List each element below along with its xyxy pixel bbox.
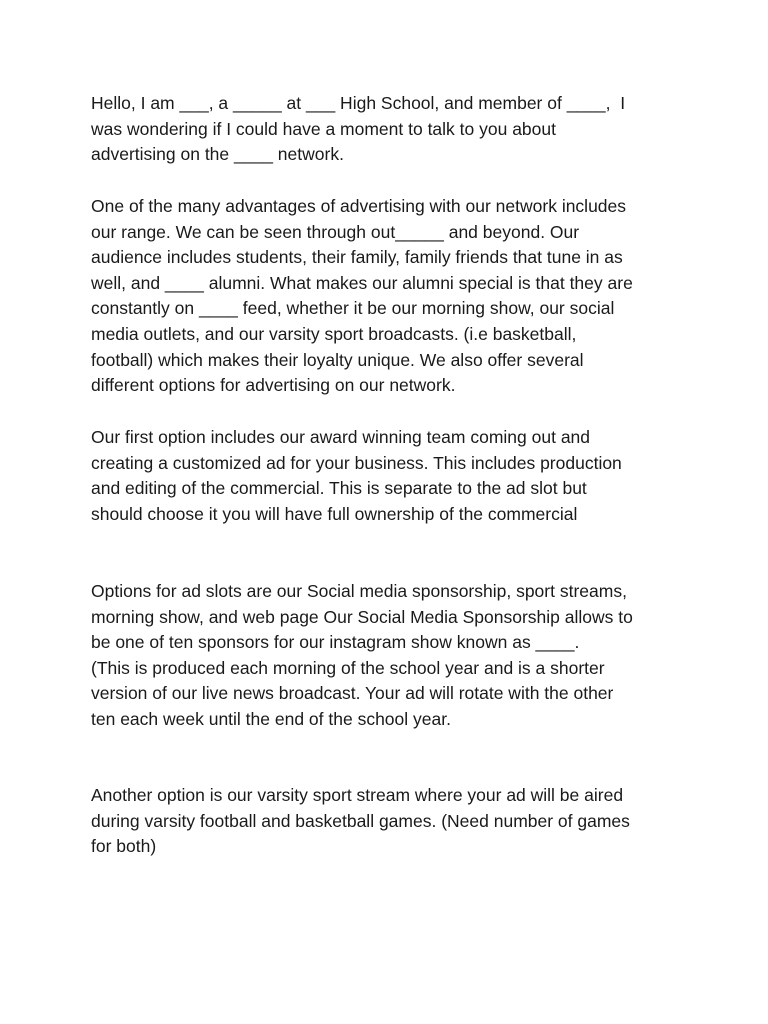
paragraph-first-option bbox=[91, 425, 691, 527]
text-line: version of our live news broadcast. Your ad will rotate with the other bbox=[91, 683, 614, 704]
text-line: for both) bbox=[91, 836, 157, 857]
text-line: should choose it you will have full ownership of the commercial bbox=[91, 503, 578, 524]
paragraph-advantages bbox=[91, 194, 691, 399]
paragraph-ad-slots bbox=[91, 579, 691, 733]
text-line: Another option is our varsity sport stream where your ad will be aired bbox=[91, 785, 624, 805]
text-line: and editing of the commercial. This is separate to the ad slot but bbox=[91, 478, 587, 499]
text-line: constantly on ____ feed, whether it be our morning show, our social bbox=[91, 298, 615, 319]
text-line: (This is produced each morning of the school year and is a shorter bbox=[91, 657, 605, 678]
text-line: audience includes students, their family, family friends that tune in as bbox=[91, 247, 623, 268]
text-line: our range. We can be seen through out_____ and beyond. Our bbox=[91, 221, 580, 242]
text-line: different options for advertising on our network. bbox=[91, 375, 456, 396]
text-line: advertising on the ____ network. bbox=[91, 144, 344, 165]
text-line: ten each week until the end of the school year. bbox=[91, 708, 451, 729]
text-line: be one of ten sponsors for our instagram show known as ____. bbox=[91, 632, 580, 653]
text-line: media outlets, and our varsity sport broadcasts. (i.e basketball, bbox=[91, 323, 577, 344]
text-line: was wondering if I could have a moment to talk to you about bbox=[91, 118, 556, 139]
text-line: football) which makes their loyalty unique. We also offer several bbox=[91, 349, 584, 370]
text-line: morning show, and web page Our Social Media Sponsorship allows to bbox=[91, 606, 633, 627]
text-line: well, and ____ alumni. What makes our alumni special is that they are bbox=[91, 272, 633, 293]
text-line: Hello, I am ___, a _____ at ___ High School, and member of ____, I bbox=[91, 93, 626, 113]
text-line: creating a customized ad for your business. This includes production bbox=[91, 452, 622, 473]
text-line: Our first option includes our award winning team coming out and bbox=[91, 427, 591, 447]
text-line: Options for ad slots are our Social media sponsorship, sport streams, bbox=[91, 581, 627, 601]
paragraph-introduction bbox=[91, 91, 691, 168]
text-line: One of the many advantages of advertising with our network includes bbox=[91, 196, 627, 216]
text-line: during varsity football and basketball games. (Need number of games bbox=[91, 810, 630, 831]
paragraph-sport-stream bbox=[91, 783, 691, 860]
